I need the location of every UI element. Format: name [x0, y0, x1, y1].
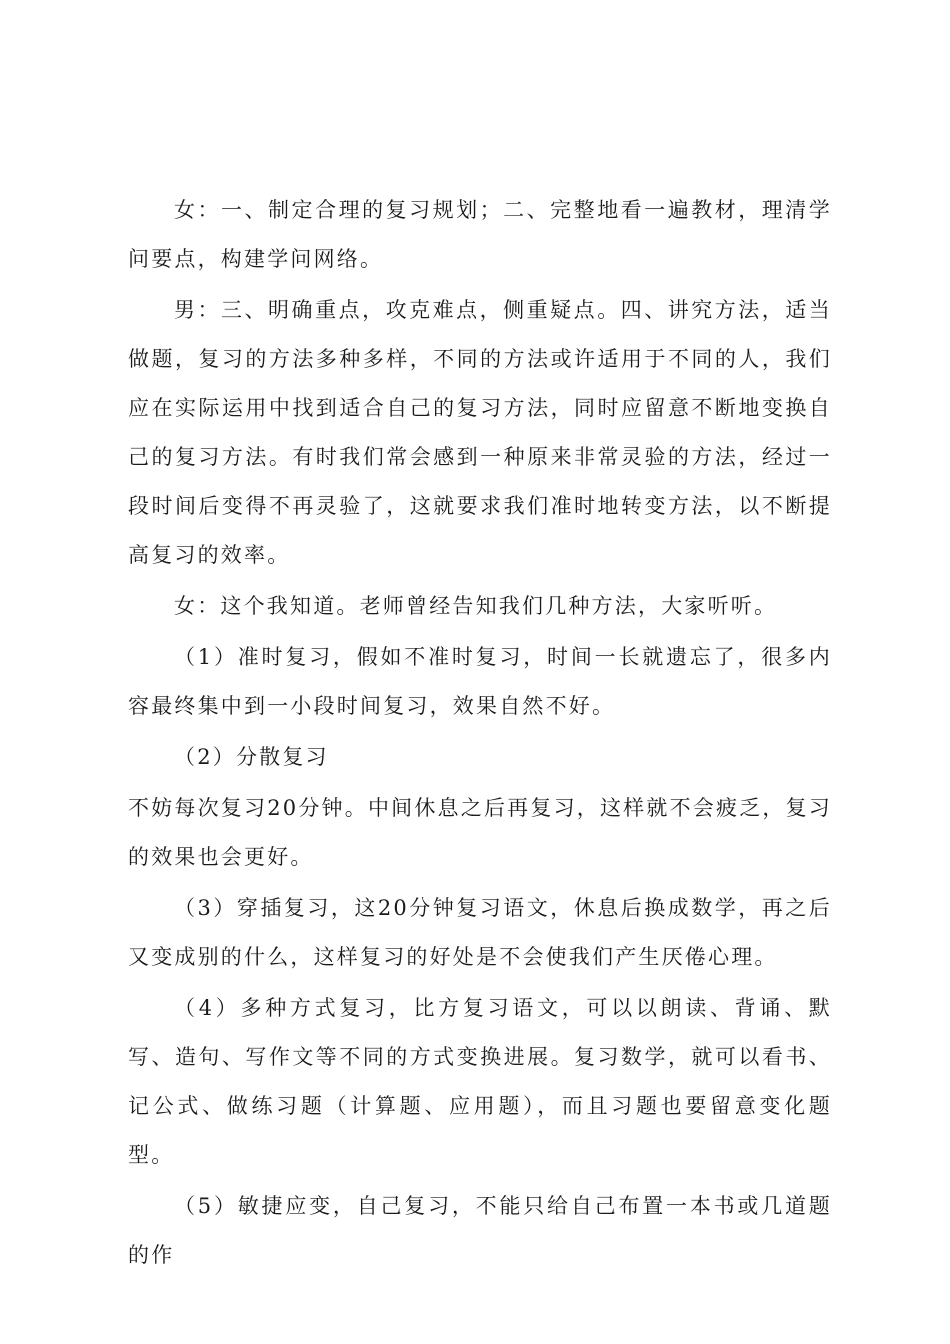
paragraph-female-plan: 女：一、制定合理的复习规划；二、完整地看一遍教材，理清学问要点，构建学问网络。: [128, 198, 832, 271]
paragraph-item-1: （1）准时复习，假如不准时复习，时间一长就遗忘了，很多内容最终集中到一小段时间复习，效果自然不好。: [128, 645, 832, 718]
paragraph-item-5: （5）敏捷应变，自己复习，不能只给自己布置一本书或几道题的作: [128, 1194, 832, 1267]
paragraph-item-4: （4）多种方式复习，比方复习语文，可以以朗读、背诵、默写、造句、写作文等不同的方式变换进展。复习数学，就可以看书、记公式、做练习题（计算题、应用题），而且习题也要留意变化题型。: [128, 996, 832, 1167]
document-body: [128, 186, 832, 1282]
paragraph-female-teacher: 女：这个我知道。老师曾经告知我们几种方法，大家听听。: [174, 594, 778, 618]
paragraph-item-3: （3）穿插复习，这20分钟复习语文，休息后换成数学，再之后又变成别的什么，这样复习的好处是不会使我们产生厌倦心理。: [128, 896, 832, 969]
paragraph-item-2-body: 不妨每次复习20分钟。中间休息之后再复习，这样就不会疲乏，复习的效果也会更好。: [128, 796, 832, 869]
paragraph-male-methods: 男：三、明确重点，攻克难点，侧重疑点。四、讲究方法，适当做题，复习的方法多种多样，不同的方法或许适用于不同的人，我们应在实际运用中找到适合自己的复习方法，同时应留意不断地变换自己的复习方法。有时我们常会感到一种原来非常灵验的方法，经过一段时间后变得不再灵验了，这就要求我们准时地转变方法，以不断提高复习的效率。: [128, 298, 832, 567]
paragraph-item-2-heading: （2）分散复习: [174, 745, 329, 769]
